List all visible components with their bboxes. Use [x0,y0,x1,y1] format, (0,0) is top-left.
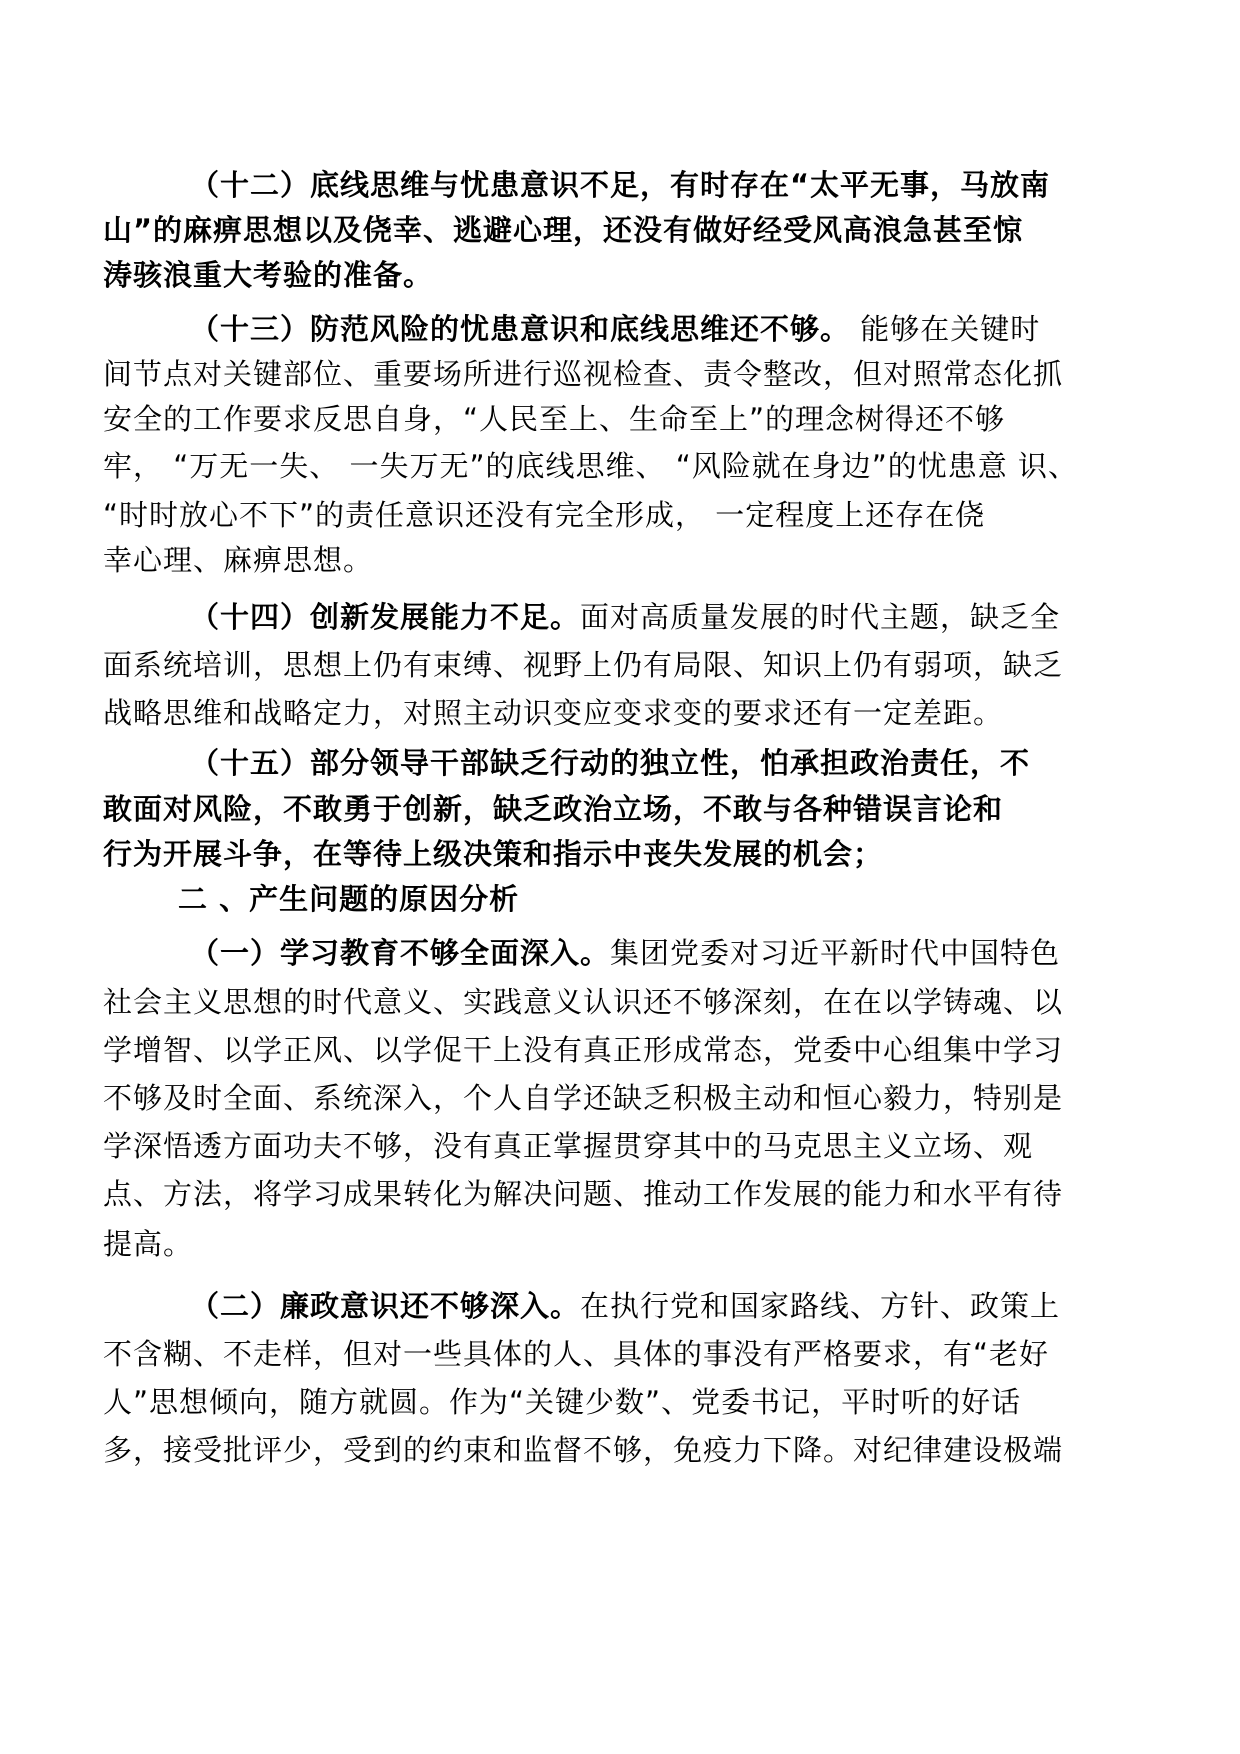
paragraph-15-line-2 [103,789,1003,829]
line-text: 不够及时全面、系统深入，个人自学还缺乏积极主动和恒心毅力，特别是 [103,1081,1064,1115]
line-text: 学深悟透方面功夫不够，没有真正掌握贯穿其中的马克思主义立场、观 [103,1129,1034,1163]
paragraph-13-line-6 [103,540,373,580]
line-text: 多，接受批评少，受到的约束和监督不够，免疫力下降。对纪律建设极端 [103,1433,1064,1467]
paragraph-14-line-3 [103,693,1003,733]
line-bold-text: 敢面对风险，不敢勇于创新，缺乏政治立场，不敢与各种错误言论和 [103,792,1004,826]
line-bold-text: 山”的麻痹思想以及侥幸、逃避心理，还没有做好经受风高浪急甚至惊 [103,213,1024,247]
line-bold-text: （十二）底线思维与忧患意识不足，有时存在“太平无事，马放南 [190,168,1051,202]
cause-2-heading: （二）廉政意识还不够深入。 [190,1289,581,1323]
cause-1-line-2 [103,982,1063,1022]
line-bold-text: （十五）部分领导干部缺乏行动的独立性，怕承担政治责任，不 [190,746,1031,780]
line-text: 战略思维和战略定力，对照主动识变应变求变的要求还有一定差距。 [103,696,1004,730]
paragraph-12-line-1 [190,165,1050,205]
cause-1-line-7 [103,1224,193,1264]
cause-2-line-4 [103,1430,1063,1470]
paragraph-14-line-2 [103,645,1063,685]
paragraph-14-line-1 [190,597,1060,637]
paragraph-15-line-3 [103,834,883,874]
line-text: 集团党委对习近平新时代中国特色 [610,936,1061,970]
line-text: 幸心理、麻痹思想。 [103,543,374,577]
section-heading [178,879,519,919]
line-text: 人”思想倾向，随方就圆。作为“关键少数”、党委书记，平时听的好话 [103,1385,1022,1419]
line-text: 学增智、以学正风、以学促干上没有真正形成常态，党委中心组集中学习 [103,1033,1064,1067]
cause-1-line-5 [103,1126,1033,1166]
cause-2-line-1 [190,1286,1060,1326]
paragraph-13-line-4 [103,446,1078,486]
paragraph-13-line-3 [103,399,1005,439]
line-text: 间节点对关键部位、重要场所进行巡视检查、责令整改，但对照常态化抓 [103,357,1064,391]
cause-2-line-2 [103,1334,1049,1374]
paragraph-13-line-2 [103,354,1063,394]
cause-1-line-6 [103,1174,1063,1214]
paragraph-15-line-1 [190,743,1030,783]
line-text: 能够在关键时 [850,312,1041,346]
paragraph-12-line-2 [103,210,1023,250]
line-text: 提高。 [103,1227,194,1261]
cause-1-heading: （一）学习教育不够全面深入。 [190,936,611,970]
line-text: 安全的工作要求反思自身，“人民至上、生命至上”的理念树得还不够 [103,402,1006,436]
paragraph-14-heading: （十四）创新发展能力不足。 [190,600,581,634]
line-text: 面对高质量发展的时代主题，缺乏全 [580,600,1061,634]
line-bold-text: 行为开展斗争，在等待上级决策和指示中丧失发展的机会； [103,837,884,871]
line-text: 在执行党和国家路线、方针、政策上 [580,1289,1061,1323]
line-text: 不含糊、不走样，但对一些具体的人、具体的事没有严格要求，有“老好 [103,1337,1050,1371]
paragraph-12-line-3 [103,255,433,295]
line-text: 面系统培训，思想上仍有束缚、视野上仍有局限、知识上仍有弱项，缺乏 [103,648,1064,682]
line-text: 牢， “万无一失、 一失万无”的底线思维、 “风险就在身边”的忧患意 识、 [103,449,1078,483]
cause-2-line-3 [103,1382,1021,1422]
line-text: 社会主义思想的时代意义、实践意义认识还不够深刻，在在以学铸魂、以 [103,985,1064,1019]
cause-1-line-4 [103,1078,1063,1118]
paragraph-13-line-1 [190,309,1040,349]
paragraph-13-heading: （十三）防范风险的忧患意识和底线思维还不够。 [190,312,851,346]
line-bold-text: 涛骇浪重大考验的准备。 [103,258,434,292]
line-text: 点、方法，将学习成果转化为解决问题、推动工作发展的能力和水平有待 [103,1177,1064,1211]
paragraph-13-line-5 [103,495,985,535]
cause-1-line-1 [190,933,1060,973]
cause-1-line-3 [103,1030,1063,1070]
line-text: “时时放心不下”的责任意识还没有完全形成， 一定程度上还存在侥 [103,498,986,532]
section-heading-text: 二 、产生问题的原因分析 [178,882,520,916]
